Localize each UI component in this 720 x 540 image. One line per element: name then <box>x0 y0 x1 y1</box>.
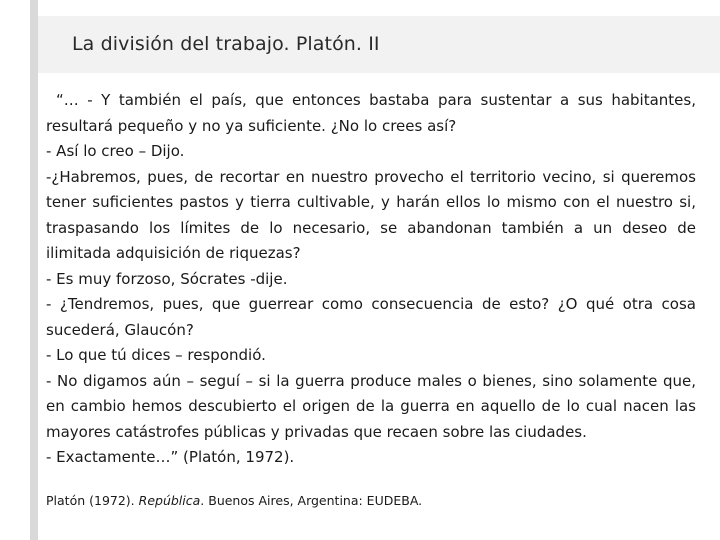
citation <box>46 493 422 508</box>
paragraph-1: “… - Y también el país, que entonces bastaba para sustentar a sus habitantes, resultará pequeño y no ya suficiente. ¿No lo crees así? <box>46 91 696 135</box>
slide-title: La división del trabajo. Platón. II <box>72 33 380 55</box>
left-accent-bar <box>30 0 38 540</box>
citation-author-year: Platón (1972). <box>46 493 139 508</box>
citation-work-title: República <box>138 493 201 508</box>
paragraph-4: - Es muy forzoso, Sócrates -dije. <box>46 269 288 288</box>
paragraph-8: - Exactamente…” (Platón, 1972). <box>46 448 295 466</box>
paragraph-3: -¿Habremos, pues, de recortar en nuestro provecho el territorio vecino, si queremos tener suficientes pastos y tierra cultivable, y harán ellos lo mismo con el nuestro si, traspasando los límites de lo necesario, se abandonan también a un deseo de ilimitada adquisición de riquezas? <box>46 167 696 262</box>
paragraph-6: - Lo que tú dices – respondió. <box>46 346 266 364</box>
paragraph-7: - No digamos aún – seguí – si la guerra produce males o bienes, sino solamente que, en cambio hemos descubierto el origen de la guerra en aquello de lo cual nacen las mayores catástrofes públicas y privadas que recaen sobre las ciudades. <box>46 371 696 441</box>
paragraph-2: - Así lo creo – Dijo. <box>46 142 185 160</box>
quote-body <box>46 88 696 471</box>
citation-publisher: . Buenos Aires, Argentina: EUDEBA. <box>200 493 423 508</box>
paragraph-5: - ¿Tendremos, pues, que guerrear como consecuencia de esto? ¿O qué otra cosa sucederá, Glaucón? <box>46 295 696 339</box>
